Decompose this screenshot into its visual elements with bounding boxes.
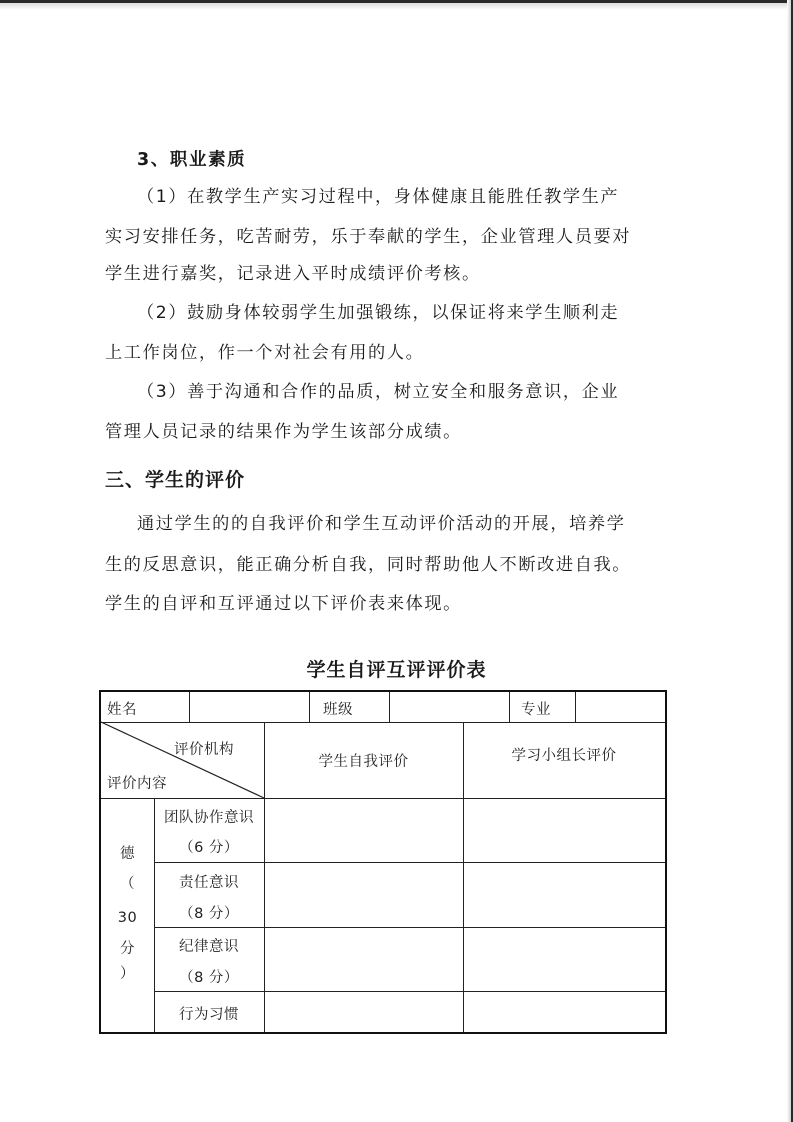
- paragraph-2-line-1: （2）鼓励身体较弱学生加强锻练，以保证将来学生顺利走: [137, 303, 620, 323]
- item-score: （8 分）: [179, 906, 239, 922]
- scan-border-right: [787, 0, 793, 1122]
- diag-header-top: 评价机构: [174, 742, 234, 758]
- item-name: 团队协作意识: [164, 810, 254, 826]
- category-label-char: 分: [120, 941, 135, 957]
- category-label-char: 30: [117, 910, 138, 926]
- diag-header-bottom: 评价内容: [107, 776, 167, 792]
- paragraph-2-line-2: 上工作岗位，作一个对社会有用的人。: [105, 343, 425, 363]
- class-label: 班级: [323, 702, 353, 718]
- item-score: （8 分）: [179, 970, 239, 986]
- paragraph-3-line-2: 管理人员记录的结果作为学生该部分成绩。: [105, 422, 462, 442]
- item-name: 纪律意识: [179, 939, 239, 955]
- major-label: 专业: [521, 702, 551, 718]
- category-label-char: ）: [120, 966, 135, 982]
- paragraph-1-line-3: 学生进行嘉奖，记录进入平时成绩评价考核。: [105, 264, 481, 284]
- name-label: 姓名: [107, 702, 137, 718]
- paragraph-1-line-2: 实习安排任务，吃苦耐劳，乐于奉献的学生，企业管理人员要对: [105, 227, 632, 247]
- row-divider: [154, 927, 665, 928]
- paragraph-3-line-1: （3）善于沟通和合作的品质，树立安全和服务意识，企业: [137, 382, 620, 402]
- item-name: 责任意识: [179, 875, 239, 891]
- table-title: 学生自评互评评价表: [306, 659, 487, 681]
- evaluation-paragraph-line-1: 通过学生的的自我评价和学生互动评价活动的开展，培养学: [137, 514, 626, 534]
- section-three-heading: 三、学生的评价: [105, 469, 246, 491]
- evaluation-table: [99, 690, 667, 1034]
- row-divider: [154, 862, 665, 863]
- scan-border-top: [0, 0, 793, 10]
- item-score: （6 分）: [179, 840, 239, 856]
- column-header-leader-evaluation: 学习小组长评价: [511, 748, 617, 764]
- row-divider: [154, 991, 665, 992]
- evaluation-paragraph-line-3: 学生的自评和互评通过以下评价表来体现。: [105, 594, 462, 614]
- category-label-char: （: [120, 876, 135, 892]
- item-name: 行为习惯: [179, 1007, 239, 1023]
- column-header-self-evaluation: 学生自我评价: [318, 754, 409, 770]
- evaluation-paragraph-line-2: 生的反思意识，能正确分析自我，同时帮助他人不断改进自我。: [105, 555, 632, 575]
- section-3-heading: 3、职业素质: [137, 150, 247, 170]
- paragraph-1-line-1: （1）在教学生产实习过程中，身体健康且能胜任教学生产: [137, 187, 620, 207]
- category-label-char: 德: [120, 846, 135, 862]
